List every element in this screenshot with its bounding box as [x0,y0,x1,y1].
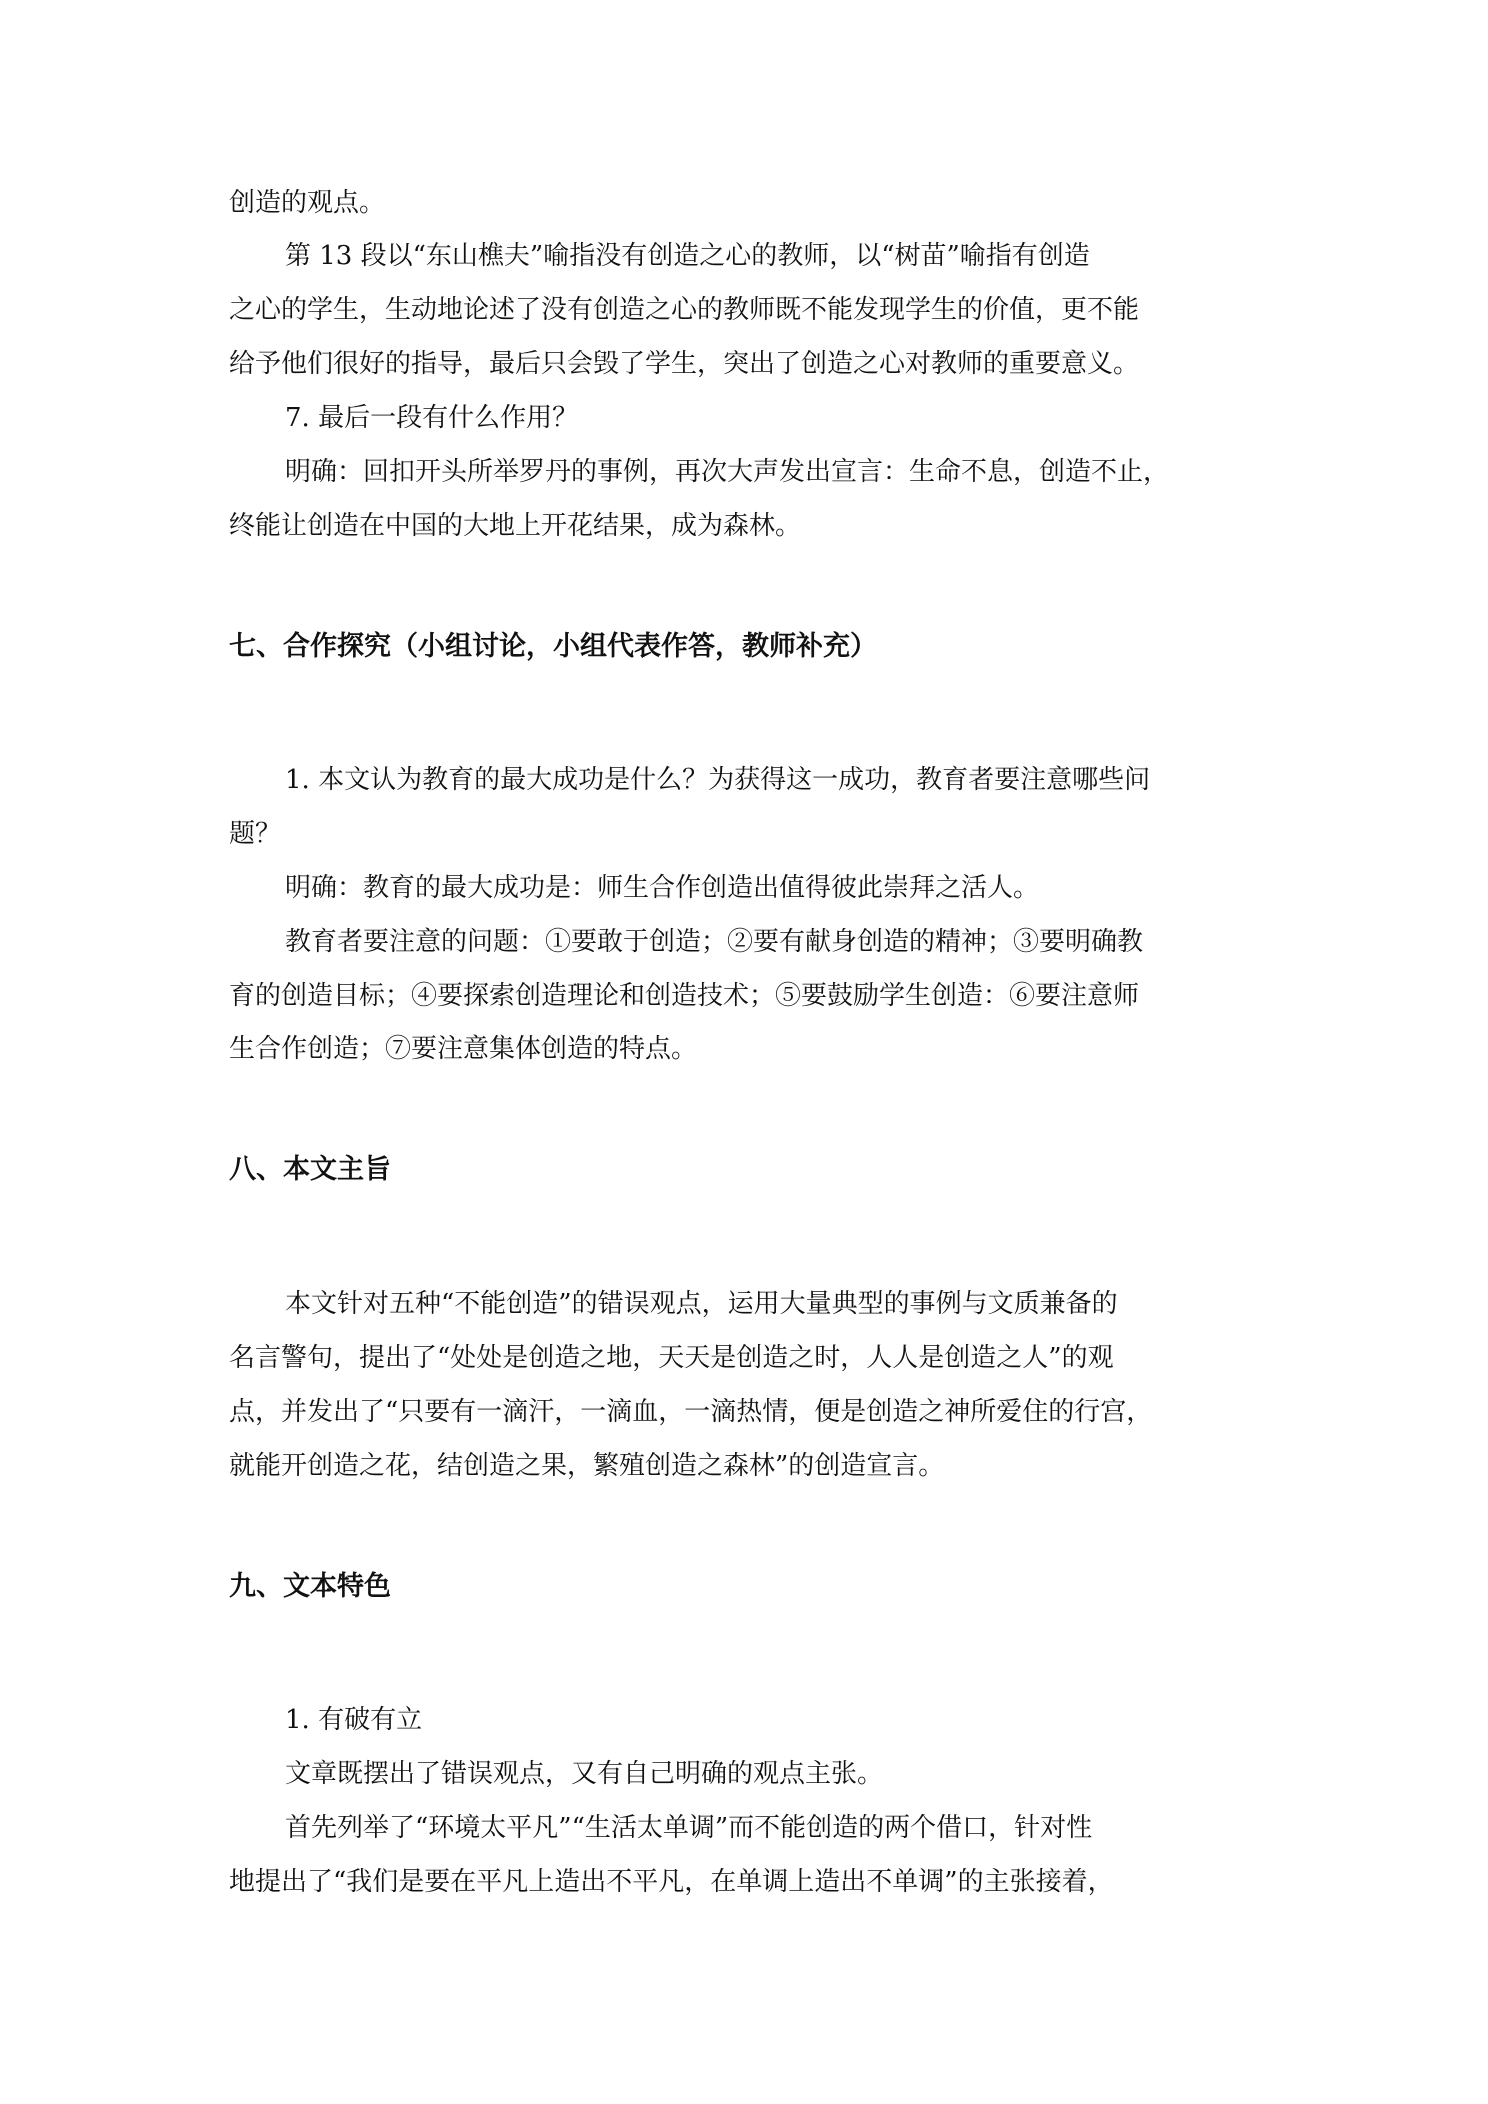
paragraph-line: 1. 本文认为教育的最大成功是什么？为获得这一成功，教育者要注意哪些问 [285,765,1151,795]
paragraph-line: 点，并发出了“只要有一滴汗，一滴血，一滴热情，便是创造之神所爱住的行宫， [229,1397,1153,1427]
paragraph-line: 第 13 段以“东山樵夫”喻指没有创造之心的教师，以“树苗”喻指有创造 [285,241,1090,271]
paragraph-line: 给予他们很好的指导，最后只会毁了学生，突出了创造之心对教师的重要意义。 [229,349,1140,379]
paragraph-line: 名言警句，提出了“处处是创造之地，天天是创造之时，人人是创造之人”的观 [229,1343,1114,1373]
paragraph-line: 文章既摆出了错误观点，又有自己明确的观点主张。 [285,1759,884,1789]
paragraph-line: 明确：回扣开头所举罗丹的事例，再次大声发出宣言：生命不息，创造不止， [285,457,1170,487]
paragraph-line: 终能让创造在中国的大地上开花结果，成为森林。 [229,511,802,541]
paragraph-line: 首先列举了“环境太平凡”“生活太单调”而不能创造的两个借口，针对性 [285,1813,1093,1843]
paragraph-line: 地提出了“我们是要在平凡上造出不平凡，在单调上造出不单调”的主张接着， [229,1867,1114,1897]
section-heading: 八、本文主旨 [229,1154,391,1185]
paragraph-line: 教育者要注意的问题：①要敢于创造；②要有献身创造的精神；③要明确教 [285,927,1144,957]
paragraph-line: 1. 有破有立 [285,1705,423,1735]
paragraph-line: 题？ [229,819,282,849]
paragraph-line: 育的创造目标；④要探索创造理论和创造技术；⑤要鼓励学生创造：⑥要注意师 [229,981,1140,1011]
paragraph-line: 之心的学生，生动地论述了没有创造之心的教师既不能发现学生的价值，更不能 [229,295,1140,325]
paragraph-line: 生合作创造；⑦要注意集体创造的特点。 [229,1034,698,1064]
section-heading: 七、合作探究（小组讨论，小组代表作答，教师补充） [229,631,877,662]
paragraph-line: 创造的观点。 [229,188,386,218]
paragraph-line: 7. 最后一段有什么作用？ [285,403,579,433]
section-heading: 九、文本特色 [229,1571,391,1602]
paragraph-line: 就能开创造之花，结创造之果，繁殖创造之森林”的创造宣言。 [229,1451,945,1481]
paragraph-line: 明确：教育的最大成功是：师生合作创造出值得彼此崇拜之活人。 [285,873,1040,903]
paragraph-line: 本文针对五种“不能创造”的错误观点，运用大量典型的事例与文质兼备的 [285,1289,1118,1319]
